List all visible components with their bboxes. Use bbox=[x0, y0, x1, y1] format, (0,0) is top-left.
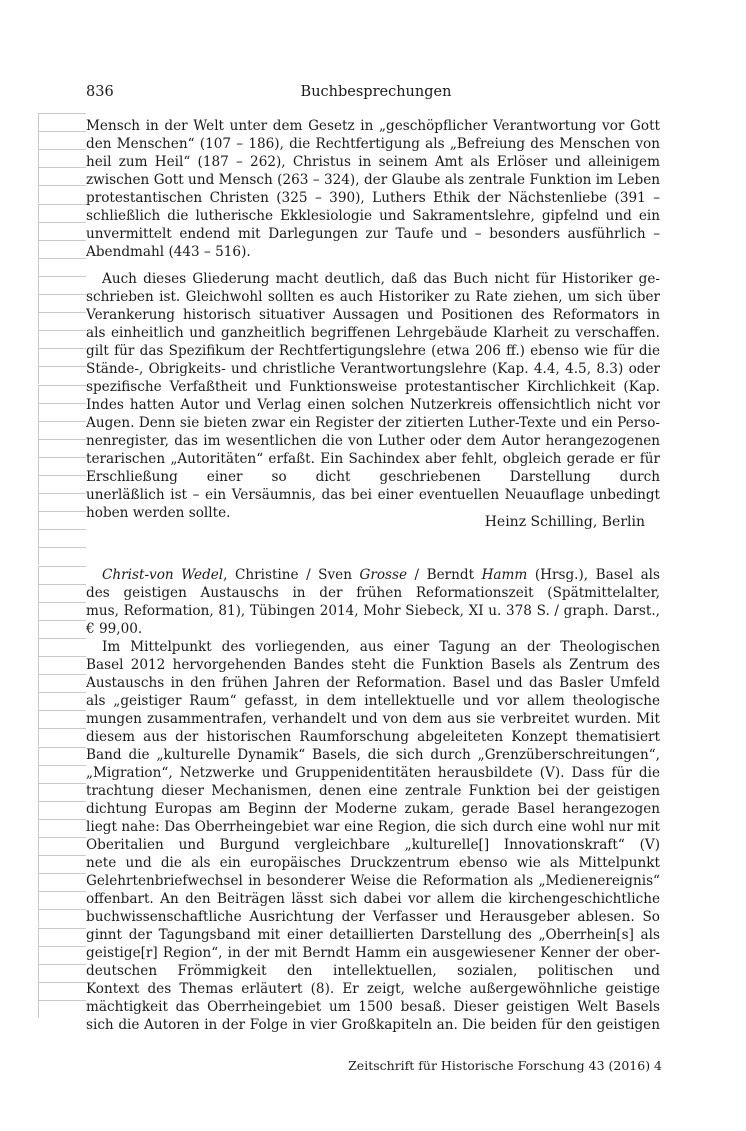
text-line: Abendmahl (443 – 516). bbox=[86, 244, 251, 260]
margin-guide-row bbox=[38, 638, 86, 656]
margin-guide-row bbox=[38, 566, 86, 584]
text-line: dichtung Europas am Beginn der Moderne zukam, gerade Basel herangezogen bbox=[86, 801, 660, 817]
text-line: hoben werden sollte. bbox=[86, 505, 231, 521]
text-line: sich die Autoren in der Folge in vier Großkapiteln an. Die beiden für den geistigen bbox=[86, 1017, 660, 1033]
margin-guide-row bbox=[38, 131, 86, 149]
text-line: als einheitlich und ganzheitlich begriffenen Lehrgebäude Klarheit zu verschaffen. bbox=[86, 325, 660, 341]
text-line: Indes hatten Autor und Verlag einen solchen Nutzerkreis offensichtlich nicht vor bbox=[86, 397, 660, 413]
text-line: gilt für das Spezifikum der Rechtfertigungslehre (etwa 206 ff.) ebenso wie für die bbox=[86, 343, 660, 359]
margin-guide-row bbox=[38, 674, 86, 692]
text-line: Mensch in der Welt unter dem Gesetz in „geschöpflicher Verantwortung vor Gott bbox=[86, 118, 660, 134]
margin-guide-row bbox=[38, 167, 86, 185]
reviewer-signature: Heinz Schilling, Berlin bbox=[484, 514, 645, 530]
margin-guide-row bbox=[38, 837, 86, 855]
text-line: Kontext des Themas erläutert (8). Er zeigt, welche außergewöhnliche geistige bbox=[86, 981, 660, 997]
text-line: deutschen Frömmigkeit den intellektuellen, sozialen, politischen und bbox=[86, 963, 660, 979]
margin-guide-row bbox=[38, 855, 86, 873]
text-line: Augen. Denn sie bieten zwar ein Register der zitierten Luther-Texte und ein Perso- bbox=[86, 415, 660, 431]
margin-guide-row bbox=[38, 204, 86, 222]
margin-guide-row bbox=[38, 873, 86, 891]
text-line: Band die „kulturelle Dynamik“ Basels, die sich durch „Grenzüberschreitungen“, bbox=[86, 747, 660, 763]
margin-guide-row bbox=[38, 982, 86, 1000]
text-line: Austauschs in den frühen Jahren der Reformation. Basel und das Basler Umfeld bbox=[86, 675, 660, 691]
text-line: Auch dieses Gliederung macht deutlich, daß das Buch nicht für Historiker ge- bbox=[102, 271, 660, 287]
margin-guide-row bbox=[38, 656, 86, 674]
editor-name: Hamm bbox=[481, 567, 528, 583]
margin-guide-row bbox=[38, 547, 86, 565]
text-line: heil zum Heil“ (187 – 262), Christus in seinem Amt als Erlöser und alleinigem bbox=[86, 154, 660, 170]
margin-guide-row bbox=[38, 294, 86, 312]
text-line: mungen zusammentrafen, verhandelt und von dem aus sie verbreitet wurden. Mit bbox=[86, 711, 660, 727]
text-line: unvermittelt endend mit Darlegungen zur Taufe und – besonders ausführlich – bbox=[86, 226, 660, 242]
page-number: 836 bbox=[86, 84, 114, 100]
margin-guide-row bbox=[38, 801, 86, 819]
margin-guide-row bbox=[38, 348, 86, 366]
margin-guide-row bbox=[38, 312, 86, 330]
text-line: trachtung dieser Mechanismen, denen eine zentrale Funktion bei der geistigen bbox=[86, 783, 660, 799]
review2-paragraph1 bbox=[86, 638, 660, 1034]
margin-guide-row bbox=[38, 276, 86, 294]
text-line: terarischen „Autoritäten“ erfaßt. Ein Sachindex aber fehlt, obgleich gerade er für bbox=[86, 451, 660, 467]
margin-guide-row bbox=[38, 511, 86, 529]
margin-guide-row bbox=[38, 710, 86, 728]
margin-guide-row bbox=[38, 403, 86, 421]
margin-guide-row bbox=[38, 747, 86, 765]
margin-guide-row bbox=[38, 113, 86, 131]
margin-guide-row bbox=[38, 475, 86, 493]
margin-guide-row bbox=[38, 728, 86, 746]
margin-guide-row bbox=[38, 584, 86, 602]
margin-guide-row bbox=[38, 909, 86, 927]
text-line: Basel 2012 hervorgehenden Bandes steht die Funktion Basels als Zentrum des bbox=[86, 657, 660, 673]
margin-guide-row bbox=[38, 692, 86, 710]
margin-guide-row bbox=[38, 185, 86, 203]
review2-citation bbox=[86, 566, 660, 638]
citation-line: Christ-von Wedel, Christine / Sven Grosse / Berndt Hamm (Hrsg.), Basel als bbox=[102, 567, 660, 583]
text-line: Stände-, Obrigkeits- und christliche Verantwortungslehre (Kap. 4.4, 4.5, 8.3) oder bbox=[86, 361, 660, 377]
text-line: geistige[r] Region“, in der mit Berndt Hamm ein ausgewiesener Kenner der ober- bbox=[86, 945, 660, 961]
text-line: Verankerung historisch situativer Aussagen und Positionen des Reformators in bbox=[86, 307, 660, 323]
line-margin-guides bbox=[38, 113, 86, 1019]
margin-guide-row bbox=[38, 602, 86, 620]
margin-guide-row bbox=[38, 330, 86, 348]
margin-guide-row bbox=[38, 765, 86, 783]
text-line: protestantischen Christen (325 – 390), Luthers Ethik der Nächstenliebe (391 – bbox=[86, 190, 660, 206]
margin-guide-row bbox=[38, 258, 86, 276]
citation-line: des geistigen Austauschs in der frühen Reformationszeit (Spätmittelalter, bbox=[86, 585, 660, 601]
text-line: nenregister, das im wesentlichen die von Luther oder dem Autor herangezogenen bbox=[86, 433, 660, 449]
editor-name: Grosse bbox=[359, 567, 408, 583]
text-line: schrieben ist. Gleichwohl sollten es auch Historiker zu Rate ziehen, um sich über bbox=[86, 289, 660, 305]
text-line: den Menschen“ (107 – 186), die Rechtfertigung als „Befreiung des Menschen von bbox=[86, 136, 660, 152]
text-line: spezifische Verfaßtheit und Funktionsweise protestantischer Kirchlichkeit (Kap. bbox=[86, 379, 660, 395]
margin-guide-row bbox=[38, 620, 86, 638]
text-line: mächtigkeit das Oberrheingebiet um 1500 besaß. Dieser geistigen Welt Basels bbox=[86, 999, 660, 1015]
margin-guide-row bbox=[38, 457, 86, 475]
text-line: zwischen Gott und Mensch (263 – 324), der Glaube als zentrale Funktion im Leben bbox=[86, 172, 660, 188]
margin-guide-row bbox=[38, 891, 86, 909]
text-line: Gelehrtenbriefwechsel in besonderer Weise die Reformation als „Medienereignis“ bbox=[86, 873, 660, 889]
citation-line: € 99,00. bbox=[86, 621, 143, 637]
text-line: offenbart. An den Beiträgen lässt sich dabei vor allem die kirchengeschichtliche bbox=[86, 891, 660, 907]
review1-paragraph2 bbox=[86, 270, 660, 522]
text-line: ginnt der Tagungsband mit einer detaillierten Darstellung des „Oberrhein[s] als bbox=[86, 927, 660, 943]
margin-guide-row bbox=[38, 819, 86, 837]
text-line: unerläßlich ist – ein Versäumnis, das bei einer eventuellen Neuauflage unbedingt bbox=[86, 487, 660, 503]
text-line: Im Mittelpunkt des vorliegenden, aus einer Tagung an der Theologischen bbox=[102, 639, 660, 655]
text-line: liegt nahe: Das Oberrheingebiet war eine Region, die sich durch eine wohl nur mit bbox=[86, 819, 660, 835]
margin-guide-row bbox=[38, 783, 86, 801]
margin-guide-row bbox=[38, 385, 86, 403]
review1-paragraph1 bbox=[86, 117, 660, 261]
text-line: „Migration“, Netzwerke und Gruppenidentitäten herausbildete (V). Dass für die bbox=[86, 765, 660, 781]
margin-guide-row bbox=[38, 366, 86, 384]
text-line: buchwissenschaftliche Ausrichtung der Verfasser und Herausgeber ablesen. So bbox=[86, 909, 660, 925]
margin-guide-row bbox=[38, 1000, 86, 1018]
running-title: Buchbesprechungen bbox=[300, 84, 452, 100]
margin-guide-row bbox=[38, 928, 86, 946]
text-line: Erschließung einer so dicht geschriebenen Darstellung durch bbox=[86, 469, 660, 485]
editor-name: Christ-von Wedel bbox=[102, 567, 224, 583]
margin-guide-row bbox=[38, 222, 86, 240]
text-line: Oberitalien und Burgund vergleichbare „kulturelle[] Innovationskraft“ (V) bbox=[86, 837, 660, 853]
margin-guide-row bbox=[38, 529, 86, 547]
text-line: schließlich die lutherische Ekklesiologie und Sakramentslehre, gipfelnd und ein bbox=[86, 208, 660, 224]
journal-footer: Zeitschrift für Historische Forschung 43 (2016) 4 bbox=[348, 1058, 662, 1073]
margin-guide-row bbox=[38, 946, 86, 964]
margin-guide-row bbox=[38, 493, 86, 511]
margin-guide-row bbox=[38, 149, 86, 167]
margin-guide-row bbox=[38, 421, 86, 439]
margin-guide-row bbox=[38, 964, 86, 982]
citation-line: mus, Reformation, 81), Tübingen 2014, Mohr Siebeck, XI u. 378 S. / graph. Darst., bbox=[86, 603, 660, 619]
text-line: als „geistiger Raum“ gefasst, in dem intellektuelle und vor allem theologische bbox=[86, 693, 660, 709]
page-header bbox=[86, 84, 666, 104]
margin-guide-row bbox=[38, 439, 86, 457]
text-line: nete und die als ein europäisches Druckzentrum ebenso wie als Mittelpunkt bbox=[86, 855, 660, 871]
margin-guide-row bbox=[38, 240, 86, 258]
text-line: diesem aus der historischen Raumforschung abgeleiteten Konzept thematisiert bbox=[86, 729, 660, 745]
